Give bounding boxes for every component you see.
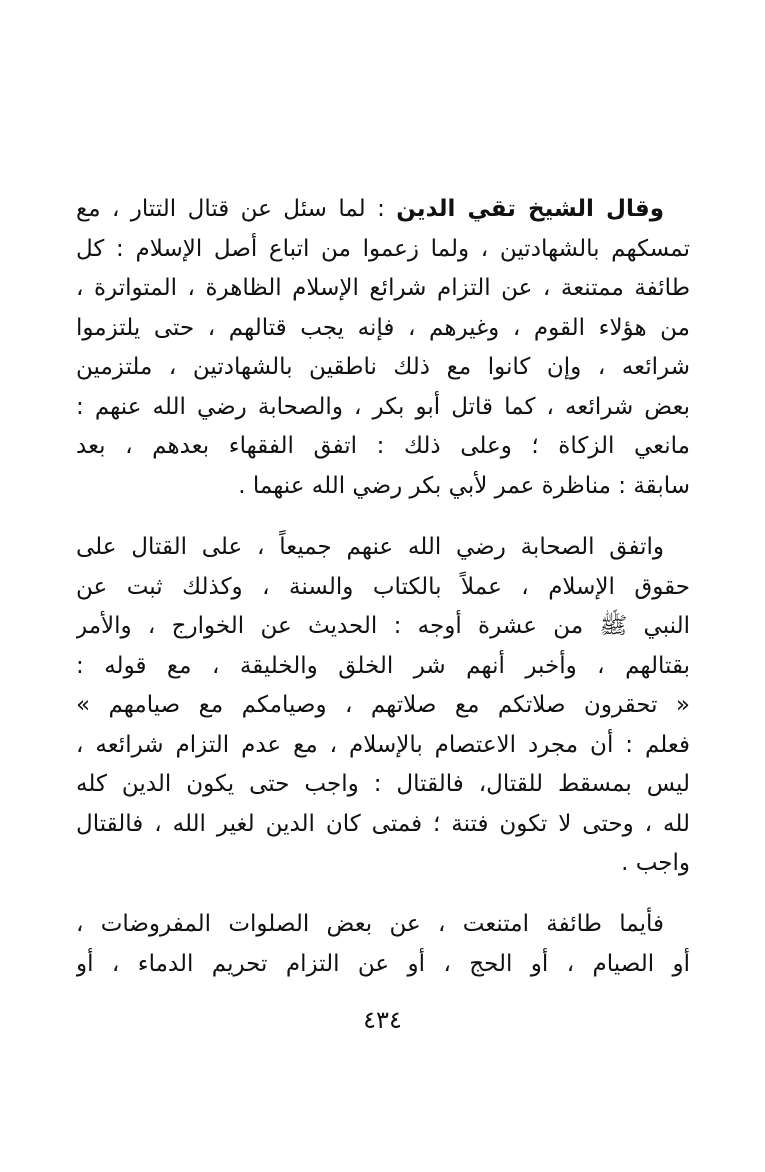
author-heading: وقال الشيخ تقي الدين [396, 196, 664, 222]
text-line: ليس بمسقط للقتال، فالقتال : واجب حتى يكون الدين كله [76, 771, 690, 797]
text-line: لله ، وحتى لا تكون فتنة ؛ فمتى كان الدين لغير الله ، فالقتال [76, 810, 690, 837]
text-line: فأيما طائفة امتنعت ، عن بعض الصلوات المفروضات ، [76, 911, 664, 937]
text-line: شرائعه ، وإن كانوا مع ذلك ناطقين بالشهادتين ، ملتزمين [76, 354, 690, 380]
text-line: واتفق الصحابة رضي الله عنهم جميعاً ، على القتال على [76, 534, 664, 560]
text-line: واجب . [621, 850, 690, 876]
text-line: فعلم : أن مجرد الاعتصام بالإسلام ، مع عدم التزام شرائعه ، [76, 731, 690, 758]
page-number: ٤٣٤ [363, 1006, 402, 1034]
text-line: بعض شرائعه ، كما قاتل أبو بكر ، والصحابة رضي الله عنهم : [76, 393, 690, 420]
text-line: طائفة ممتنعة ، عن التزام شرائع الإسلام الظاهرة ، المتواترة ، [76, 275, 690, 301]
paragraph-1 [76, 190, 690, 506]
text-line: النبي ﷺ من عشرة أوجه : الحديث عن الخوارج ، والأمر [76, 613, 690, 639]
text-line: حقوق الإسلام ، عملاً بالكتاب والسنة ، وكذلك ثبت عن [76, 573, 690, 600]
paragraph-3 [76, 905, 690, 984]
paragraph-2 [76, 528, 690, 884]
text-line: سابقة : مناظرة عمر لأبي بكر رضي الله عنهما . [238, 472, 690, 499]
text-line: من هؤلاء القوم ، وغيرهم ، فإنه يجب قتالهم ، حتى يلتزموا [76, 314, 690, 341]
hadith-quote: « تحقرون صلاتكم مع صلاتهم ، وصيامكم مع صيامهم » [76, 692, 690, 718]
text-line: تمسكهم بالشهادتين ، ولما زعموا من اتباع أصل الإسلام : كل [76, 235, 690, 262]
text-line: مانعي الزكاة ؛ وعلى ذلك : اتفق الفقهاء بعدهم ، بعد [76, 433, 690, 459]
text-line: أو الصيام ، أو الحج ، أو عن التزام تحريم الدماء ، أو [76, 950, 690, 977]
text-line [76, 190, 690, 230]
text-line-rest: : لما سئل عن قتال التتار ، مع [76, 196, 397, 222]
text-line: بقتالهم ، وأخبر أنهم شر الخلق والخليقة ، مع قوله : [76, 652, 690, 679]
